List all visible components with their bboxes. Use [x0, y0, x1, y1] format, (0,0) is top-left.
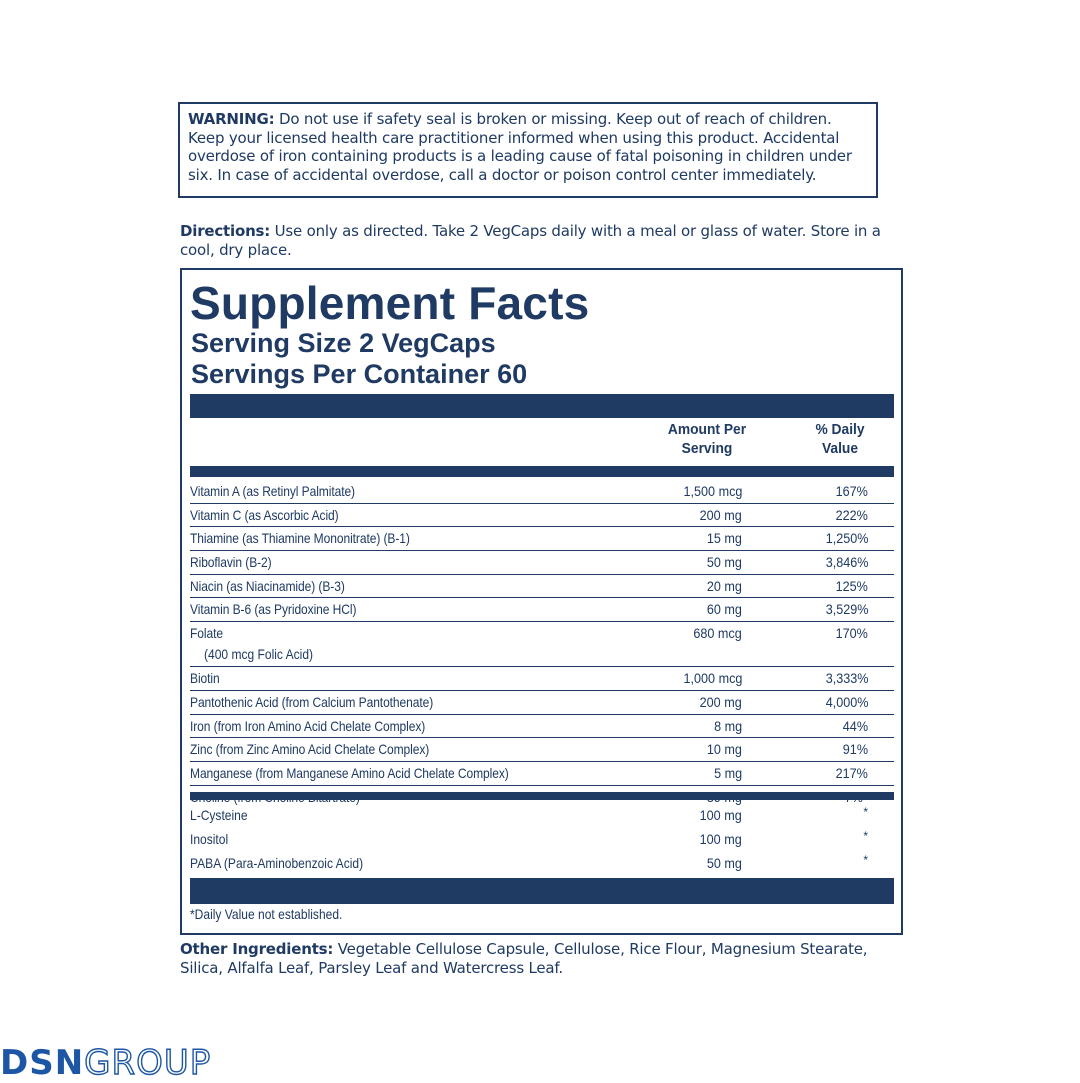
nutrient-amount: 8 mg — [713, 717, 742, 734]
ingredient-name: Inositol — [190, 831, 229, 847]
nutrient-amount: 1,000 mcg — [683, 670, 742, 687]
nutrient-daily-value: 4,000% — [825, 693, 868, 710]
nutrient-name: Folate — [190, 625, 223, 642]
nutrient-amount: 60 mg — [706, 601, 742, 618]
nutrient-name: Thiamine (as Thiamine Mononitrate) (B-1) — [190, 530, 410, 547]
nutrient-amount: 200 mg — [699, 693, 742, 710]
other-ingredients-text: Vegetable Cellulose Capsule, Cellulose, Rice Flour, Magnesium Stearate, Silica, Alfalfa Leaf, Parsley Leaf and Watercress Leaf. — [180, 940, 868, 977]
nutrient-name: Manganese (from Manganese Amino Acid Chelate Complex) — [190, 764, 509, 781]
nutrient-amount: 200 mg — [699, 506, 742, 523]
nutrient-row — [190, 762, 894, 786]
other-ingredient-table — [190, 802, 894, 874]
nutrient-row — [190, 691, 894, 715]
nutrient-name: Riboflavin (B-2) — [190, 554, 272, 571]
nutrient-amount: 5 mg — [713, 764, 742, 781]
nutrient-row — [190, 551, 894, 575]
nutrient-daily-value: 170% — [835, 625, 868, 642]
medium-divider-bar — [190, 466, 894, 477]
thick-divider-bar — [190, 394, 894, 418]
serving-info — [191, 328, 527, 390]
directions-text: Use only as directed. Take 2 VegCaps daily with a meal or glass of water. Store in a cool, dry place. — [180, 222, 881, 259]
nutrient-row — [190, 527, 894, 551]
ingredient-daily-value: * — [863, 829, 868, 843]
nutrient-name: Iron (from Iron Amino Acid Chelate Complex) — [190, 717, 426, 734]
dsn-group-logo — [0, 1043, 212, 1083]
servings-per-container: Servings Per Container 60 — [191, 359, 528, 389]
logo-part-dsn: DSN — [0, 1043, 85, 1083]
nutrient-daily-value: 217% — [835, 764, 868, 781]
nutrient-row — [190, 480, 894, 504]
nutrient-row — [190, 667, 894, 691]
nutrient-daily-value: 167% — [835, 483, 868, 499]
other-ingredient-row — [190, 850, 894, 874]
warning-text: Do not use if safety seal is broken or missing. Keep out of reach of children. Keep your licensed health care practitioner informed when using this product. Accidental overdose of iron containing products is a leading cause of fatal poisoning in children under six. In case of accidental overdose, call a doctor or poison control center immediately. — [188, 110, 852, 184]
ingredient-amount: 100 mg — [699, 807, 742, 823]
warning-box — [178, 102, 878, 198]
nutrient-row — [190, 598, 894, 622]
ingredient-daily-value: * — [863, 805, 868, 819]
nutrient-name: Pantothenic Acid (from Calcium Pantothenate) — [190, 693, 434, 710]
nutrient-amount: 20 mg — [706, 577, 742, 594]
nutrient-amount: 1,500 mcg — [683, 483, 742, 499]
nutrient-daily-value: 3,333% — [825, 670, 868, 687]
nutrient-daily-value: 3,846% — [825, 554, 868, 571]
nutrient-row — [190, 738, 894, 762]
warning-label: WARNING: — [188, 110, 275, 128]
other-ingredients-label: Other Ingredients: — [180, 940, 334, 958]
nutrient-row — [190, 715, 894, 739]
other-ingredient-row — [190, 802, 894, 826]
nutrient-name: Vitamin B-6 (as Pyridoxine HCl) — [190, 601, 357, 618]
nutrient-daily-value: 222% — [835, 506, 868, 523]
ingredient-amount: 50 mg — [706, 855, 742, 871]
logo-part-group: GROUP — [84, 1043, 212, 1083]
footnote: *Daily Value not established. — [190, 906, 343, 922]
nutrient-name: Vitamin C (as Ascorbic Acid) — [190, 506, 339, 523]
bottom-divider-bar — [190, 878, 894, 904]
facts-title: Supplement Facts — [190, 277, 590, 329]
nutrient-name: Biotin — [190, 670, 220, 687]
ingredient-daily-value: * — [863, 853, 868, 867]
nutrient-name: Zinc (from Zinc Amino Acid Chelate Complex) — [190, 741, 430, 758]
nutrient-row — [190, 622, 894, 667]
nutrient-amount: 10 mg — [706, 741, 742, 758]
nutrient-daily-value: 44% — [842, 717, 868, 734]
column-header-daily-value: % Daily Value — [815, 421, 865, 457]
nutrient-daily-value: 1,250% — [825, 530, 868, 547]
nutrient-amount: 50 mg — [706, 554, 742, 571]
nutrient-table — [190, 480, 894, 808]
nutrient-amount: 15 mg — [706, 530, 742, 547]
column-header-amount: Amount Per Serving — [667, 421, 747, 457]
supplement-facts-panel — [180, 268, 903, 935]
nutrient-daily-value: 91% — [842, 741, 868, 758]
directions-text-block — [180, 222, 900, 260]
nutrient-name: Niacin (as Niacinamide) (B-3) — [190, 577, 345, 594]
other-ingredient-row — [190, 826, 894, 850]
ingredient-name: PABA (Para-Aminobenzoic Acid) — [190, 855, 364, 871]
ingredient-amount: 100 mg — [699, 831, 742, 847]
ingredient-name: L-Cysteine — [190, 807, 248, 823]
nutrient-amount: 680 mcg — [693, 625, 742, 642]
nutrient-daily-value: 3,529% — [825, 601, 868, 618]
nutrient-daily-value: 125% — [835, 577, 868, 594]
section-divider-bar — [190, 792, 894, 800]
nutrient-row — [190, 504, 894, 528]
serving-size: Serving Size 2 VegCaps — [191, 328, 496, 358]
nutrient-subtext: (400 mcg Folic Acid) — [204, 646, 314, 663]
other-ingredients-block — [180, 940, 900, 978]
nutrient-name: Vitamin A (as Retinyl Palmitate) — [190, 483, 355, 499]
nutrient-row — [190, 575, 894, 599]
directions-label: Directions: — [180, 222, 271, 240]
